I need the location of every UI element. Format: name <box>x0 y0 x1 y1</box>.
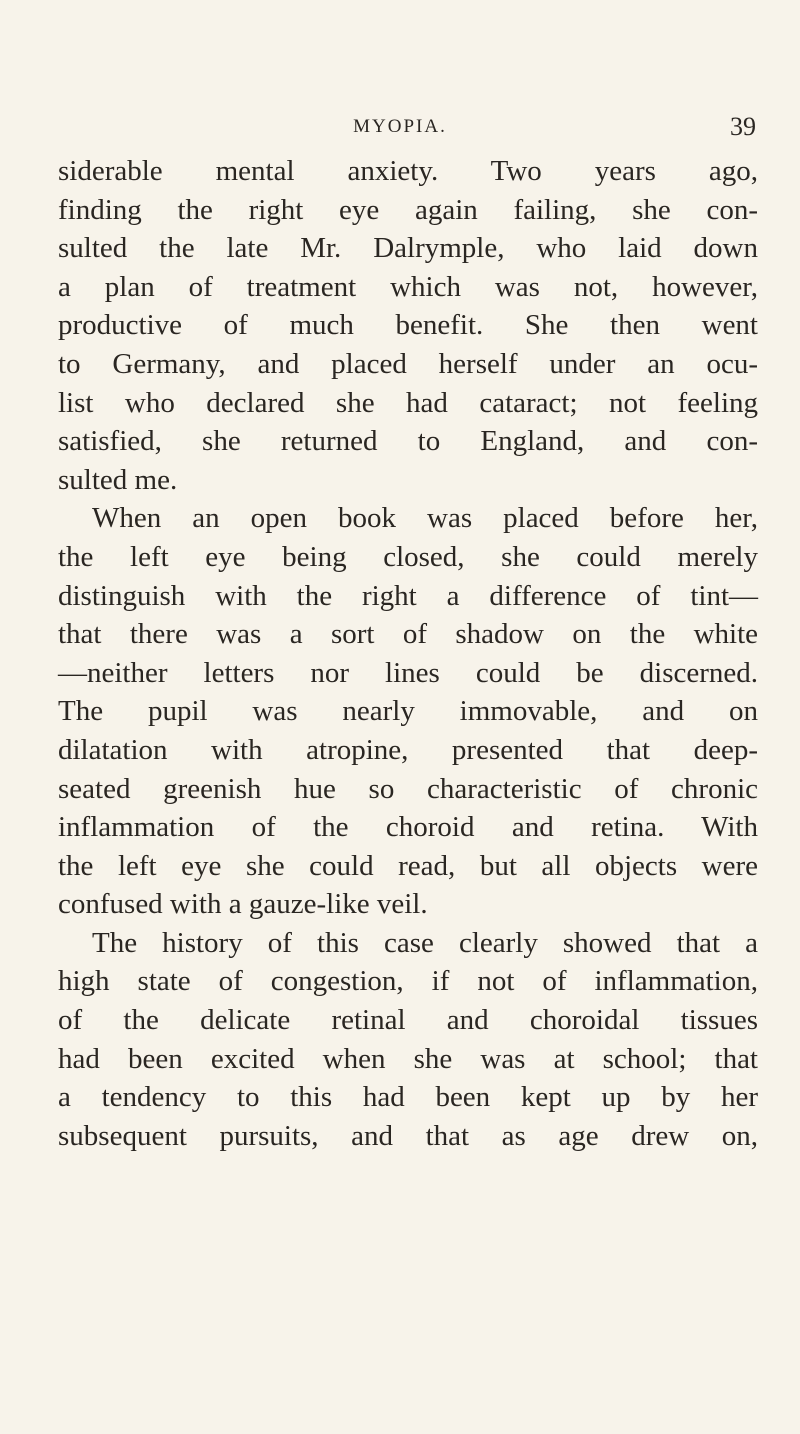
text-line: dilatation with atropine, presented that deep- <box>58 733 758 766</box>
paragraph <box>58 924 758 1156</box>
text-line: The history of this case clearly showed that a <box>92 926 758 959</box>
page-number: 39 <box>730 112 756 141</box>
text-line: The pupil was nearly immovable, and on <box>58 695 758 728</box>
text-line: —neither letters nor lines could be discerned. <box>58 656 758 689</box>
text-line: seated greenish hue so characteristic of chronic <box>58 772 758 805</box>
text-line: productive of much benefit. She then went <box>58 309 758 342</box>
text-line: finding the right eye again failing, she con- <box>58 193 758 226</box>
text-line: subsequent pursuits, and that as age drew on, <box>58 1119 758 1152</box>
text-line: the left eye she could read, but all objects were <box>58 849 758 882</box>
text-line: high state of congestion, if not of inflammation, <box>58 965 758 998</box>
text-line: inflammation of the choroid and retina. With <box>58 811 758 844</box>
text-line: had been excited when she was at school; that <box>58 1042 758 1075</box>
running-title: MYOPIA. <box>353 116 447 137</box>
text-line: sulted the late Mr. Dalrymple, who laid down <box>58 232 758 265</box>
text-line: satisfied, she returned to England, and con- <box>58 425 758 458</box>
paragraph <box>58 152 758 499</box>
text-line: a plan of treatment which was not, however, <box>58 270 758 303</box>
text-line: distinguish with the right a difference of tint— <box>58 579 758 612</box>
text-line: list who declared she had cataract; not feeling <box>58 386 758 419</box>
text-line: to Germany, and placed herself under an ocu- <box>58 347 758 380</box>
text-line: of the delicate retinal and choroidal tissues <box>58 1004 758 1037</box>
paragraph <box>58 499 758 924</box>
text-line: siderable mental anxiety. Two years ago, <box>58 155 758 187</box>
body-text <box>58 152 758 1155</box>
text-line: sulted me. <box>58 463 178 496</box>
text-line: that there was a sort of shadow on the white <box>58 618 758 651</box>
running-head <box>0 112 800 142</box>
text-line: a tendency to this had been kept up by her <box>58 1081 758 1114</box>
text-line: When an open book was placed before her, <box>92 502 758 535</box>
text-line: the left eye being closed, she could merely <box>58 540 758 573</box>
text-line: confused with a gauze-like veil. <box>58 888 428 921</box>
